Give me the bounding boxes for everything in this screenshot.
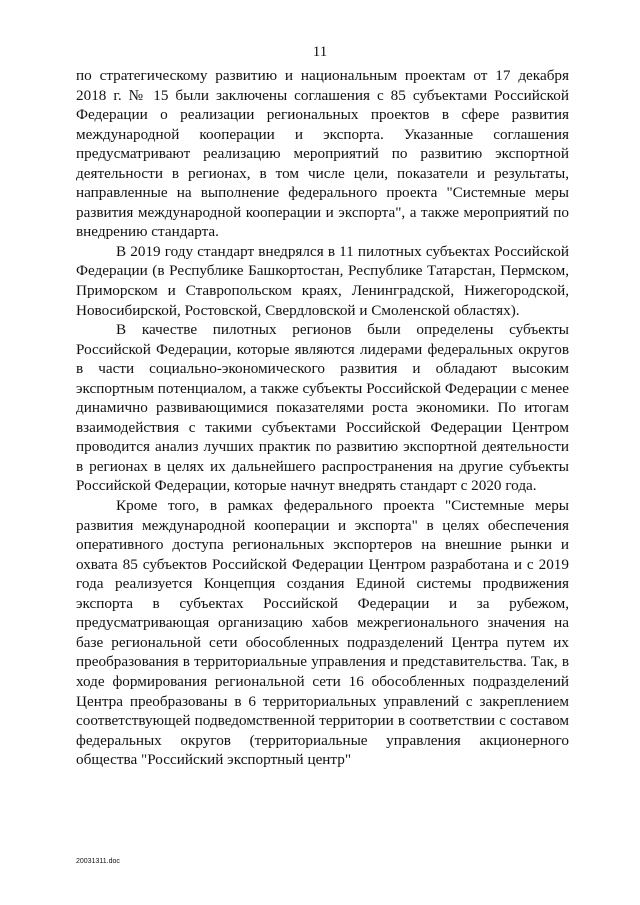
document-filename: 20031311.doc: [76, 858, 120, 865]
document-body: [76, 66, 569, 770]
page-number: 11: [312, 44, 328, 60]
paragraph: по стратегическому развитию и национальным проектам от 17 декабря 2018 г. № 15 были заключены соглашения с 85 субъектами Российской Федерации о реализации региональных проектов в сфере развития международной кооперации и экспорта. Указанные соглашения предусматривают реализацию мероприятий по развитию экспортной деятельности в регионах, в том числе цели, показатели и результаты, направленные на выполнение федерального проекта "Системные меры развития международной кооперации и экспорта", а также мероприятий по внедрению стандарта.: [76, 67, 569, 241]
paragraph: Кроме того, в рамках федерального проекта "Системные меры развития международной кооперации и экспорта" в целях обеспечения оперативного доступа региональных экспортеров на внешние рынки и охвата 85 субъектов Российской Федерации Центром разработана и с 2019 года реализуется Концепция создания Единой системы продвижения экспорта в субъектах Российской Федерации и за рубежом, предусматривающая организацию хабов межрегионального значения на базе региональной сети обособленных подразделений Центра путем их преобразования в территориальные управления и представительства. Так, в ходе формирования региональной сети 16 обособленных подразделений Центра преобразованы в 6 территориальных управлений с закреплением соответствующей подведомственной территории в соответствии с составом федеральных округов (территориальные управления акционерного общества "Российский экспортный центр": [76, 497, 569, 769]
paragraph: В 2019 году стандарт внедрялся в 11 пилотных субъектах Российской Федерации (в Республике Башкортостан, Республике Татарстан, Пермском, Приморском и Ставропольском краях, Ленинградской, Нижегородской, Новосибирской, Ростовской, Свердловской и Смоленской областях).: [76, 242, 569, 319]
paragraph: В качестве пилотных регионов были определены субъекты Российской Федерации, которые являются лидерами федеральных округов в части социально-экономического развития и обладают высоким экспортным потенциалом, а также субъекты Российской Федерации с менее динамично развивающимися показателями роста экономики. По итогам взаимодействия с такими субъектами Российской Федерации Центром проводится анализ лучших практик по развитию экспортной деятельности в регионах в целях их дальнейшего распространения на другие субъекты Российской Федерации, которые начнут внедрять стандарт с 2020 года.: [76, 321, 569, 495]
